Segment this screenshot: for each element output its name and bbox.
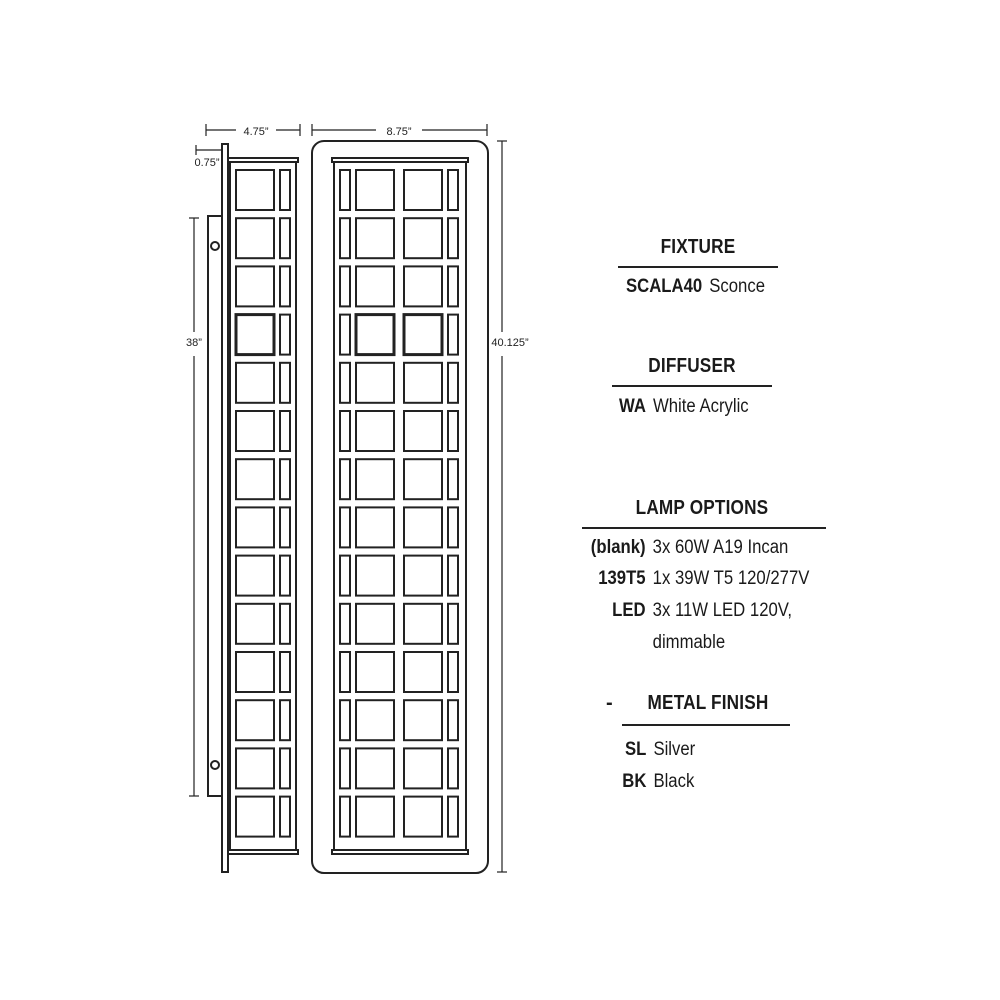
mount-hole (211, 761, 219, 769)
diffuser-code: WA (619, 396, 646, 417)
finish-desc: Black (653, 771, 695, 792)
lamp-code: 139T5 (598, 568, 646, 589)
side-window (236, 266, 274, 306)
front-slot (448, 748, 458, 788)
mount-bracket (208, 216, 222, 796)
front-slot (340, 315, 350, 355)
front-slot (340, 411, 350, 451)
side-window (236, 507, 274, 547)
side-frame (230, 162, 296, 850)
front-window (404, 748, 442, 788)
front-slot (448, 797, 458, 837)
lamp-desc: 3x 11W LED 120V, (652, 600, 793, 621)
side-window (236, 748, 274, 788)
front-slot (448, 170, 458, 210)
finish-heading: METAL FINISH (647, 692, 769, 714)
front-slot (448, 556, 458, 596)
front-window (404, 459, 442, 499)
side-slot (280, 218, 290, 258)
finish-option-row (620, 739, 695, 761)
front-window (356, 748, 394, 788)
front-window (404, 652, 442, 692)
side-window (236, 652, 274, 692)
side-slot (280, 315, 290, 355)
front-slot (340, 652, 350, 692)
lamp-desc: 3x 60W A19 Incan (652, 537, 789, 558)
fixture-heading: FIXTURE (660, 236, 736, 258)
side-slot (280, 748, 290, 788)
diffuser-desc: White Acrylic (652, 396, 749, 417)
front-window (404, 556, 442, 596)
side-window (236, 700, 274, 740)
side-slot (280, 363, 290, 403)
fixture-option-row (626, 276, 765, 298)
front-slot (340, 170, 350, 210)
front-window (356, 797, 394, 837)
front-slot (448, 363, 458, 403)
front-window (404, 700, 442, 740)
side-view (208, 144, 298, 872)
fixture-code: SCALA40 (626, 276, 703, 297)
front-window (356, 556, 394, 596)
front-frame (334, 162, 466, 850)
front-window (404, 363, 442, 403)
front-slot (340, 363, 350, 403)
lamp-rule (582, 527, 826, 529)
diffuser-rule (612, 385, 772, 387)
front-slot (340, 748, 350, 788)
mount-hole (211, 242, 219, 250)
front-slot (448, 411, 458, 451)
front-window (356, 266, 394, 306)
front-slot (340, 507, 350, 547)
fixture-desc: Sconce (709, 276, 765, 297)
finish-prefix: - (606, 692, 613, 714)
side-slot (280, 411, 290, 451)
front-window (356, 604, 394, 644)
dim-depth-label: 4.75” (243, 126, 269, 138)
front-window (356, 363, 394, 403)
front-window (404, 266, 442, 306)
lamp-option-row (584, 568, 809, 590)
side-window (236, 604, 274, 644)
side-slot (280, 652, 290, 692)
diffuser-heading: DIFFUSER (648, 355, 736, 377)
dim-overall-height-label: 40.125” (491, 337, 529, 349)
front-slot (340, 459, 350, 499)
front-window (404, 218, 442, 258)
front-window (404, 411, 442, 451)
side-slot (280, 700, 290, 740)
side-slot (280, 266, 290, 306)
side-window (236, 315, 274, 355)
front-outline (312, 141, 488, 873)
front-window (356, 218, 394, 258)
finish-rule (622, 724, 790, 726)
front-slot (448, 315, 458, 355)
side-window (236, 459, 274, 499)
side-window (236, 556, 274, 596)
dim-backplate-label: 0.75” (194, 157, 220, 169)
front-slot (340, 797, 350, 837)
side-slot (280, 170, 290, 210)
side-slot (280, 507, 290, 547)
front-window (356, 459, 394, 499)
side-window (236, 363, 274, 403)
side-window (236, 170, 274, 210)
front-slot (448, 604, 458, 644)
front-window (356, 507, 394, 547)
front-slot (448, 218, 458, 258)
finish-option-row (620, 771, 694, 793)
lamp-code: (blank) (590, 537, 646, 558)
front-window (404, 604, 442, 644)
side-window (236, 411, 274, 451)
lamp-heading: LAMP OPTIONS (635, 497, 769, 519)
lamp-desc: 1x 39W T5 120/277V (652, 568, 810, 589)
side-slot (280, 604, 290, 644)
lamp-option-row (584, 632, 725, 654)
dim-width-label: 8.75” (386, 126, 412, 138)
fixture-rule (618, 266, 778, 268)
side-slot (280, 797, 290, 837)
front-window (404, 797, 442, 837)
front-window (404, 170, 442, 210)
side-slot (280, 556, 290, 596)
front-slot (448, 266, 458, 306)
front-window (404, 315, 442, 355)
side-window (236, 218, 274, 258)
front-view (312, 141, 488, 873)
front-slot (340, 218, 350, 258)
front-slot (340, 266, 350, 306)
front-slot (448, 507, 458, 547)
front-window (356, 411, 394, 451)
front-slot (340, 556, 350, 596)
finish-desc: Silver (653, 739, 696, 760)
front-slot (340, 700, 350, 740)
front-window (356, 315, 394, 355)
lamp-desc: dimmable (652, 632, 726, 653)
side-window (236, 797, 274, 837)
finish-code: BK (622, 771, 647, 792)
front-window (356, 170, 394, 210)
lamp-option-row (584, 600, 792, 622)
side-slot (280, 459, 290, 499)
front-window (404, 507, 442, 547)
finish-code: SL (625, 739, 647, 760)
front-slot (448, 459, 458, 499)
front-slot (448, 652, 458, 692)
front-window (356, 700, 394, 740)
front-slot (340, 604, 350, 644)
front-window (356, 652, 394, 692)
dim-mount-height-label: 38” (186, 337, 202, 349)
diffuser-option-row (619, 396, 749, 418)
lamp-option-row (584, 537, 788, 559)
lamp-code: LED (612, 600, 646, 621)
front-slot (448, 700, 458, 740)
